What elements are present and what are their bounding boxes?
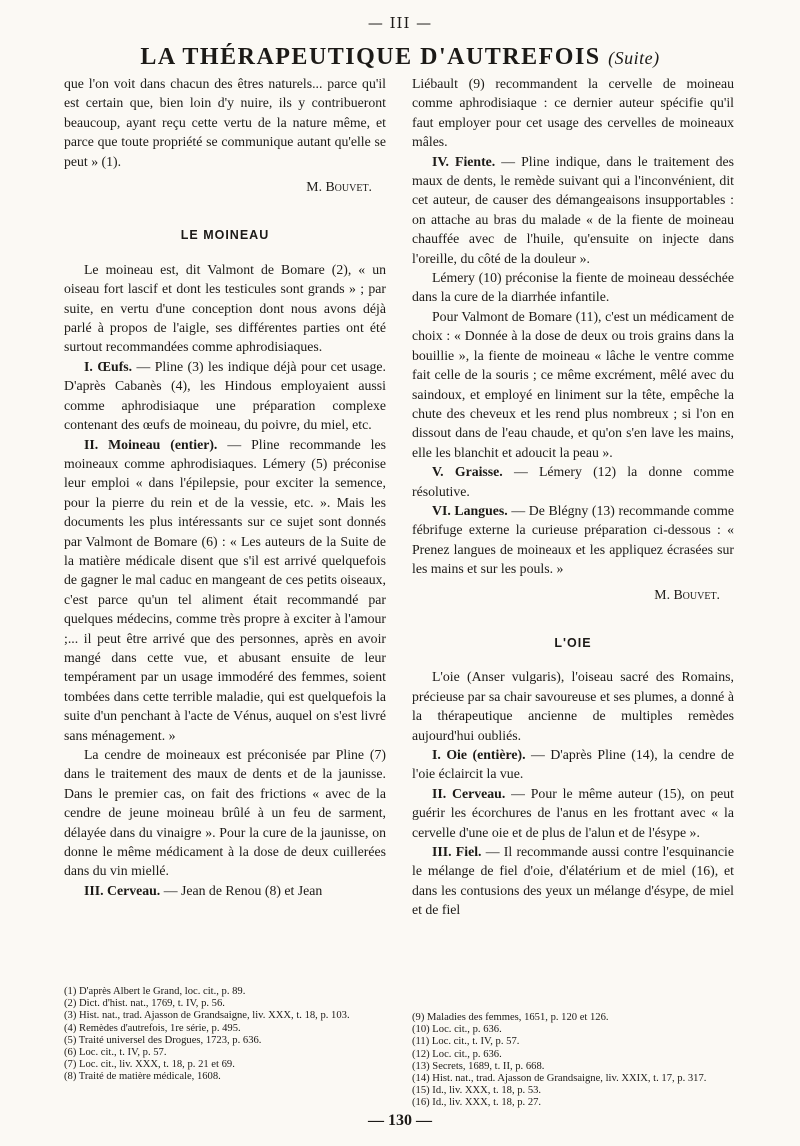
- paragraph-text: — Pline indique, dans le traitement des maux de dents, le remède suivant qui a l'inconvénient, dit cet auteur, de causer des démangeaisons insupportables : on attache au bras du malade « de la fiente de moineau chauffée avec de l'huile, qu'ensuite on injecte dans l'oreille, du côté de la douleur ».: [412, 153, 735, 266]
- paragraph: [412, 842, 734, 920]
- paragraph: [412, 784, 734, 842]
- paragraph-text: — Lémery (12) la donne comme résolutive.: [412, 464, 734, 499]
- paragraph-text: — Pline recommande les moineaux comme aphrodisiaques. Lémery (5) préconise leur emploi « dans l'épilepsie, pour exciter la semence, pour la pierre du rein et de la vessie, etc. ». Mais les documents les plus intéressants sur ce sujet sont donnés par Valmont de Bomare (6) : « Les auteurs de la Suite de la matière médicale disent que s'il est arrivé quelquefois de gagner le mal caduc en mangeant de ces petits oiseaux, c'est parce qu'un tel aliment était recommandé par quelques médecins, comme très propre à exciter à l'amour ;... il peut être arrivé que des personnes, après en avoir mangé dans cette vue, et abusant ensuite de leur tempérament par un usage immodéré des femmes, soient tombées dans cette terrible maladie, qui est quelquefois la suite d'un penchant à l'acte de Vénus, auquel on s'est livré sans ménagement. »: [64, 436, 386, 743]
- title-text: LA THÉRAPEUTIQUE D'AUTREFOIS: [140, 44, 601, 70]
- paragraph: [64, 435, 386, 746]
- paragraph: [64, 881, 386, 900]
- author-signature: M. Bouvet.: [306, 179, 372, 195]
- footnote: (5) Traité universel des Drogues, 1723, p. 636.: [64, 1034, 262, 1046]
- paragraph-text: — Pour le même auteur (15), on peut guérir les écorchures de l'anus en les frottant avec « la cervelle d'une oie et de plus de l'alun et de l'ésype ».: [412, 785, 734, 840]
- footnote: (16) Id., liv. XXX, t. 18, p. 27.: [412, 1097, 542, 1109]
- paragraph-text: — De Blégny (13) recommande comme fébrifuge externe la curieuse préparation ci-dessous : « Prenez langues de moineaux et les appliquez écrasées sur les mains et sur les pouls. »: [412, 502, 734, 577]
- paragraph: L'oie (Anser vulgaris), l'oiseau sacré des Romains, précieuse par sa chair savoureuse et ses plumes, a donné à la thérapeutique ancienne de multiples remèdes aujourd'hui oubliés.: [412, 669, 734, 743]
- footnote: (9) Maladies des femmes, 1651, p. 120 et 126.: [412, 1012, 609, 1023]
- footnote: (4) Remèdes d'autrefois, 1re série, p. 495.: [64, 1022, 241, 1034]
- intro-paragraph: que l'on voit dans chacun des êtres naturels... parce qu'il est certain que, bien loin d'y nuire, ils y contribueront beaucoup, ayant reçu cette vertu de la nature même, et parce que toute propriété se communique autant qu'elle se peut » (1).: [64, 76, 386, 169]
- subsection-heading: I. Oie (entière).: [432, 747, 526, 762]
- footnote: (11) Loc. cit., t. IV, p. 57.: [412, 1036, 520, 1048]
- footnote: (6) Loc. cit., t. IV, p. 57.: [64, 1047, 167, 1059]
- subsection-heading: V. Graisse.: [432, 464, 503, 480]
- section-heading-moineau: LE MOINEAU: [180, 228, 270, 243]
- footnote: (3) Hist. nat., trad. Ajasson de Grandsaigne, liv. XXX, t. 18, p. 103.: [64, 1010, 350, 1022]
- left-column: [64, 74, 386, 900]
- subsection-heading: II. Cerveau.: [432, 785, 506, 801]
- footnote: (12) Loc. cit., p. 636.: [412, 1048, 502, 1060]
- paragraph: Liébault (9) recommandent la cervelle de moineau comme aphrodisiaque : ce dernier auteur spécifie qu'il faut employer pour cet usage des cervelles de moineaux mâles.: [412, 76, 734, 150]
- paragraph: La cendre de moineaux est préconisée par Pline (7) dans le traitement des maux de dents et de la jaunisse. Dans le premier cas, on fait des frictions « avec de la cendre de jeune moineau brûlé à un feu de sarment, délayée dans du vinaigre ». Pour la cure de la jaunisse, on donne le même médicament à la dose de deux cuillerées dans du vin miellé.: [64, 747, 386, 879]
- footnote: (8) Traité de matière médicale, 1608.: [64, 1071, 221, 1083]
- paragraph: [412, 745, 734, 784]
- subsection-heading: III. Cerveau.: [84, 882, 161, 898]
- subsection-heading: IV. Fiente.: [432, 153, 496, 169]
- paragraph: [64, 357, 386, 435]
- article-title: [0, 44, 800, 71]
- paragraph: Lémery (10) préconise la fiente de moineau desséchée dans la cure de la diarrhée infantile.: [412, 270, 734, 305]
- paragraph-text: — D'après Pline (14), la cendre de l'oie éclaircit la vue.: [412, 747, 734, 782]
- footnotes-right: [412, 1012, 752, 1110]
- footnote: (10) Loc. cit., p. 636.: [412, 1024, 502, 1036]
- subsection-heading: II. Moineau (entier).: [84, 436, 218, 452]
- running-head: — III —: [367, 14, 433, 32]
- section-heading-oie: L'OIE: [554, 635, 592, 650]
- subsection-heading: III. Fiel.: [432, 844, 482, 860]
- footnote: (15) Id., liv. XXX, t. 18, p. 53.: [412, 1085, 542, 1097]
- paragraph: [412, 152, 734, 268]
- paragraph-text: — Il recommande aussi contre l'esquinancie le mélange de fiel d'oie, d'élatérium et de miel (16), et dans les contusions des yeux un mélange d'ésype, de miel et de fiel: [412, 844, 734, 918]
- footnote: (14) Hist. nat., trad. Ajasson de Grandsaigne, liv. XXIX, t. 17, p. 317.: [412, 1073, 707, 1085]
- title-subtitle: (Suite): [608, 48, 660, 68]
- paragraph: [412, 501, 734, 579]
- footnote: (1) D'après Albert le Grand, loc. cit., p. 89.: [64, 986, 246, 997]
- footnote: (7) Loc. cit., liv. XXX, t. 18, p. 21 et 69.: [64, 1059, 235, 1071]
- paragraph: Le moineau est, dit Valmont de Bomare (2), « un oiseau fort lascif et dont les testicules sont grands » ; par suite, en vertu d'une conception dont nous avons déjà parlé à propos de l'aigle, ses différentes parties ont été surtout recommandées comme aphrodisiaques.: [64, 261, 386, 355]
- footnote: (13) Secrets, 1689, t. II, p. 668.: [412, 1060, 545, 1072]
- paragraph: [412, 462, 734, 501]
- author-signature: M. Bouvet.: [654, 586, 720, 602]
- page-number: — 130 —: [368, 1112, 432, 1129]
- footnote: (2) Dict. d'hist. nat., 1769, t. IV, p. 56.: [64, 998, 225, 1010]
- subsection-heading: VI. Langues.: [432, 502, 508, 518]
- footnotes-left: [64, 986, 404, 1084]
- paragraph-text: — Jean de Renou (8) et Jean: [160, 882, 323, 898]
- subsection-heading: I. Œufs.: [84, 358, 133, 374]
- right-column: [412, 74, 734, 920]
- paragraph-text: — Pline (3) les indique déjà pour cet usage. D'après Cabanès (4), les Hindous employaient aussi comme aphrodisiaque une préparation complexe contenant des œufs de moineau, du poivre, du miel, etc.: [64, 358, 386, 433]
- paragraph: Pour Valmont de Bomare (11), c'est un médicament de choix : « Donnée à la dose de deux ou trois grains dans la bouillie », la fiente de moineau « lâche le ventre comme fait celle de la souris ; ce même excrément, mêlé avec du saindoux, et employé en liniment sur la tête, empêche la chute des cheveux et les rend plus nombreux ; si l'on en dissout dans de l'eau chaude, et qu'on s'en lave les mains, elle les blanchit et adoucit la peau ».: [412, 308, 734, 460]
